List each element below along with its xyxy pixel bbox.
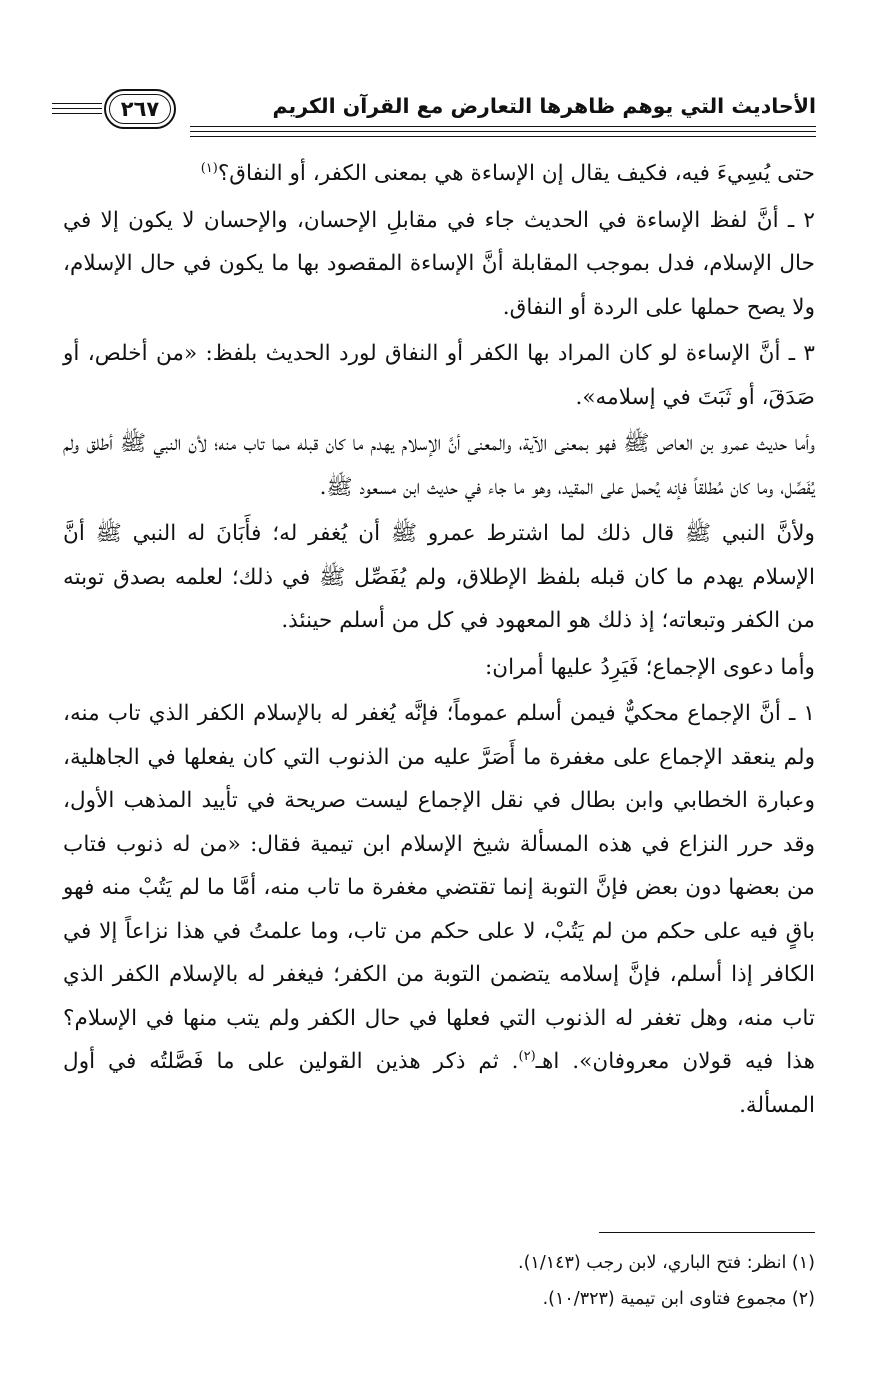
paragraph-text: . ثم ذكر هذين القولين على ما فَصَّلتُه في أول المسألة. — [63, 1049, 815, 1118]
footnotes — [63, 1245, 815, 1317]
body-text — [63, 152, 815, 1130]
paragraph — [63, 692, 815, 1127]
footnote: (١) انظر: فتح الباري، لابن رجب (١/١٤٣). — [518, 1253, 815, 1273]
header-rule-left — [52, 113, 102, 114]
header-rule-left — [52, 108, 102, 109]
running-title: الأحاديث التي يوهم ظاهرها التعارض مع القرآن الكريم — [272, 94, 816, 118]
footnote-ref: (١) — [200, 160, 218, 176]
page-number: ٢٦٧ — [120, 97, 160, 121]
header-rule-right — [190, 136, 816, 137]
header-rule-right — [190, 126, 816, 127]
footnote-divider — [599, 1232, 815, 1233]
paragraph: ٣ ـ أنَّ الإساءة لو كان المراد بها الكفر أو النفاق لورد الحديث بلفظ: «من أخلص، أو صَدَقَ، أو ثَبَتَ في إسلامه». — [63, 341, 815, 410]
header-rule-right — [190, 131, 816, 132]
footnote-ref: (٢) — [518, 1048, 536, 1064]
paragraph — [63, 152, 815, 196]
paragraph: وأما حديث عمرو بن العاص ﷺ فهو بمعنى الآية، والمعنى أنَّ الإسلام يهدم ما كان قبله مما تاب منه؛ لأن النبي ﷺ أطلق ولم يُفَصِّل، وما كان مُطلقاً فإنه يُحمل على المقيد، وهو ما جاء في حديث ابن مسعود ﷺ. — [63, 431, 815, 500]
paragraph: وأما دعوى الإجماع؛ فَيَرِدُ عليها أمران: — [485, 654, 815, 680]
paragraph-text: حتى يُسِيءَ فيه، فكيف يقال إن الإساءة هي بمعنى الكفر، أو النفاق؟ — [217, 161, 815, 186]
paragraph-text: ١ ـ أنَّ الإجماع محكيٌّ فيمن أسلم عموماً؛ فإنَّه يُغفر له بالإسلام الكفر الذي تاب منه، ولم ينعقد الإجماع على مغفرة ما أَصَرَّ عليه من الذنوب التي كان يفعلها في الجاهلية، وعبارة الخطابي وابن بطال في نقل الإجماع ليست صريحة في تأييد المذهب الأول، وقد حرر النزاع في هذه المسألة شيخ الإسلام ابن تيمية فقال: «من له ذنوب فتاب من بعضها دون بعض فإنَّ التوبة إنما تقتضي مغفرة ما تاب منه، أمَّا ما لم يَتُبْ منه فهو باقٍ فيه على حكم من لم يَتُبْ، لا على حكم من تاب، وما علمتُ في هذا نزاعاً إلا في الكافر إذا أسلم، فإنَّ إسلامه يتضمن التوبة من الكفر؛ فيغفر له بالإسلام الكفر الذي تاب منه، وهل تغفر له الذنوب التي فعلها في حال الكفر ولم يتب منها في الإسلام؟ هذا فيه قولان معروفان». اهـ — [63, 701, 815, 1074]
paragraph: ولأنَّ النبي ﷺ قال ذلك لما اشترط عمرو ﷺ أن يُغفر له؛ فأَبَانَ له النبي ﷺ أنَّ الإسلام يهدم ما كان قبله بلفظ الإطلاق، ولم يُفَصِّل ﷺ في ذلك؛ لعلمه بصدق توبته من الكفر وتبعاته؛ إذ ذلك هو المعهود في كل من أسلم حينئذ. — [63, 521, 815, 633]
footnote: (٢) مجموع فتاوى ابن تيمية (١٠/٣٢٣). — [542, 1289, 815, 1309]
page-number-badge — [104, 89, 176, 129]
page-header — [92, 86, 816, 140]
paragraph: ٢ ـ أنَّ لفظ الإساءة في الحديث جاء في مقابلِ الإحسان، والإحسان لا يكون إلا في حال الإسلام، فدل بموجب المقابلة أنَّ الإساءة المقصود بها ما يكون في حال الإسلام، ولا يصح حملها على الردة أو النفاق. — [63, 207, 815, 320]
header-rule-left — [52, 103, 102, 104]
